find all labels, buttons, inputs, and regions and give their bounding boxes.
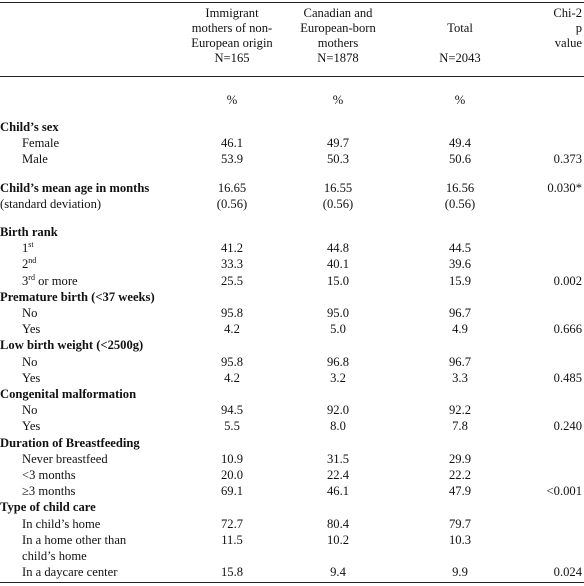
value-cell: 3.2	[330, 370, 346, 385]
column-header-line: p	[575, 21, 582, 35]
row-label	[0, 240, 34, 256]
value-cell: 46.1	[220, 136, 244, 151]
row-label-text: Yes	[22, 322, 41, 337]
row-label-text: 2	[22, 257, 29, 272]
row-label-text: No	[22, 354, 38, 369]
value-cell: 9.4	[330, 565, 346, 580]
value-cell: 94.5	[220, 403, 244, 418]
value-cell: 15.9	[448, 273, 472, 288]
row-label-text: <3 months	[22, 468, 76, 482]
value-cell: 4.2	[224, 322, 240, 337]
row-label-text: Duration of Breastfeeding	[0, 435, 140, 450]
row-label-text: In a home other than	[22, 532, 127, 547]
value-cell: 9.9	[452, 565, 468, 580]
row-label-text: Premature birth (<37 weeks)	[0, 289, 155, 304]
percent-symbol: %	[454, 93, 466, 107]
value-cell: 22.4	[326, 468, 350, 482]
column-header-line: mothers	[317, 36, 359, 50]
column-header-line: N=165	[214, 51, 250, 65]
column-header-line: value	[554, 36, 582, 50]
value-cell: 95.0	[326, 306, 350, 320]
column-header-line: N=2043	[439, 51, 481, 65]
value-cell: 46.1	[326, 484, 350, 499]
section-label	[0, 119, 59, 135]
value-cell: 25.5	[220, 273, 244, 288]
value-cell: 15.0	[326, 273, 350, 288]
value-cell: 80.4	[326, 516, 350, 531]
row-label	[0, 516, 100, 532]
section-label	[0, 180, 149, 196]
row-label	[0, 196, 101, 212]
column-header-line: European origin	[191, 36, 273, 50]
row-label-text: Type of child care	[0, 500, 96, 515]
bottom-rule	[0, 582, 584, 583]
row-label-suffix: or more	[34, 273, 78, 288]
value-cell: 96.7	[448, 306, 472, 320]
section-label	[0, 435, 140, 451]
value-cell: 44.5	[448, 241, 472, 256]
row-label-text: 1	[22, 241, 29, 256]
row-label-text: child’s home	[22, 549, 87, 563]
row-label-text: Child’s mean age in months	[0, 180, 150, 195]
row-label	[0, 564, 117, 580]
column-header-line: Chi-2	[553, 6, 582, 20]
value-cell: 11.5	[221, 532, 243, 547]
value-cell: 41.2	[220, 241, 244, 256]
row-label	[0, 354, 37, 370]
value-cell: 10.9	[220, 451, 244, 466]
section-label	[0, 289, 155, 305]
row-label-text: Yes	[22, 370, 41, 385]
p-value-cell: <0.001	[546, 484, 582, 499]
row-label	[0, 451, 108, 467]
row-label-text: Birth rank	[0, 225, 58, 239]
value-cell: 20.0	[220, 468, 244, 482]
p-value-cell: 0.030*	[547, 180, 582, 195]
row-label	[0, 273, 78, 289]
section-label	[0, 386, 136, 402]
column-header-line: European-born	[300, 21, 376, 35]
value-cell: (0.56)	[444, 196, 476, 211]
column-header-line: N=1878	[317, 51, 359, 65]
ordinal-suffix: rd	[28, 272, 35, 282]
value-cell: 39.6	[448, 257, 472, 272]
row-label	[0, 321, 40, 337]
ordinal-suffix: nd	[28, 256, 37, 266]
value-cell: 4.2	[224, 370, 240, 385]
p-value-cell: 0.485	[553, 370, 582, 385]
p-value-cell: 0.666	[553, 322, 582, 337]
row-label-text: In a daycare center	[22, 565, 118, 580]
percent-symbol: %	[226, 93, 238, 107]
row-label-text: No	[22, 306, 38, 320]
value-cell: 49.7	[326, 136, 350, 151]
percent-symbol: %	[332, 93, 344, 107]
value-cell: 96.7	[448, 354, 472, 369]
value-cell: 5.5	[224, 419, 240, 434]
value-cell: 29.9	[448, 451, 472, 466]
value-cell: 33.3	[220, 257, 244, 272]
value-cell: 50.6	[448, 152, 472, 167]
value-cell: 69.1	[220, 484, 244, 499]
column-header-line: Immigrant	[205, 6, 259, 20]
row-label	[0, 305, 37, 321]
row-label	[0, 402, 37, 418]
value-cell: 92.0	[326, 403, 350, 418]
value-cell: 8.0	[330, 419, 346, 434]
value-cell: 5.0	[330, 322, 346, 337]
row-label	[0, 256, 36, 272]
row-label	[0, 548, 87, 564]
section-label	[0, 224, 58, 240]
value-cell: 16.55	[323, 180, 353, 195]
value-cell: 16.56	[445, 180, 475, 195]
row-label-text: Never breastfeed	[22, 451, 108, 466]
row-label	[0, 151, 48, 167]
value-cell: 15.8	[220, 565, 244, 580]
value-cell: 10.2	[326, 532, 350, 547]
value-cell: 47.9	[448, 484, 472, 499]
value-cell: 31.5	[326, 451, 350, 466]
header-rule	[0, 76, 584, 77]
section-label	[0, 337, 143, 353]
row-label	[0, 532, 126, 548]
row-label-text: No	[22, 403, 38, 418]
top-rule	[0, 2, 584, 3]
column-header-line: Total	[447, 21, 473, 35]
value-cell: 44.8	[326, 241, 350, 256]
row-label	[0, 467, 76, 483]
value-cell: 3.3	[452, 370, 468, 385]
row-label-text: 3	[22, 273, 29, 288]
value-cell: 7.8	[452, 419, 468, 434]
value-cell: 10.3	[448, 532, 472, 547]
value-cell: 50.3	[326, 152, 350, 167]
value-cell: 53.9	[220, 152, 244, 167]
row-label-text: Low birth weight (<2500g)	[0, 338, 144, 353]
value-cell: 16.65	[217, 180, 247, 195]
p-value-cell: 0.373	[553, 152, 582, 167]
value-cell: 49.4	[448, 136, 472, 151]
row-label-text: Yes	[22, 419, 41, 434]
p-value-cell: 0.024	[553, 565, 582, 580]
value-cell: 95.8	[220, 306, 244, 320]
row-label-text: ≥3 months	[22, 484, 76, 499]
value-cell: 92.2	[448, 403, 472, 418]
row-label-text: Male	[22, 152, 48, 167]
row-label-text: In child’s home	[22, 516, 101, 531]
column-header-line: Canadian and	[303, 6, 373, 20]
row-label	[0, 483, 75, 499]
row-label	[0, 418, 40, 434]
row-label	[0, 370, 40, 386]
row-label-text: Congenital malformation	[0, 387, 137, 401]
section-label	[0, 499, 96, 515]
row-label-text: Child’s sex	[0, 120, 59, 134]
value-cell: (0.56)	[322, 196, 354, 211]
value-cell: 4.9	[452, 322, 468, 337]
column-header-line: mothers of non-	[191, 21, 273, 35]
value-cell: 95.8	[220, 354, 244, 369]
p-value-cell: 0.240	[553, 419, 582, 434]
value-cell: 22.2	[448, 468, 472, 482]
value-cell: (0.56)	[216, 196, 248, 211]
row-label	[0, 135, 59, 151]
value-cell: 79.7	[448, 516, 472, 531]
row-label-text: (standard deviation)	[0, 196, 102, 211]
value-cell: 96.8	[326, 354, 350, 369]
p-value-cell: 0.002	[553, 273, 582, 288]
value-cell: 72.7	[220, 516, 244, 531]
ordinal-suffix: st	[28, 240, 34, 250]
row-label-text: Female	[22, 136, 60, 151]
value-cell: 40.1	[326, 257, 350, 272]
